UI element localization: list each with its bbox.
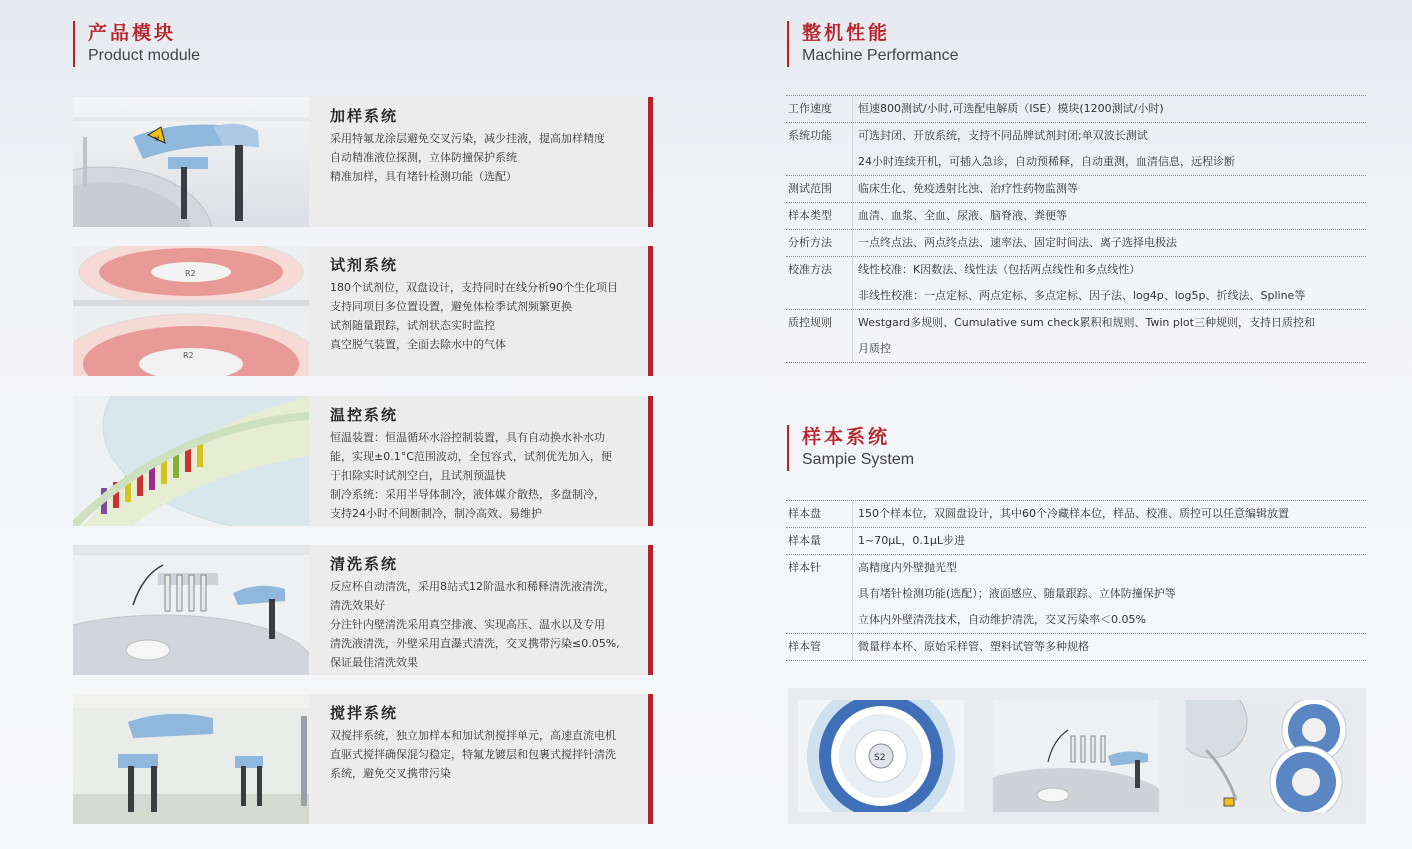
temperature-photo [73, 396, 309, 526]
desc-line: 精准加样，具有堵针检测功能（选配） [330, 170, 517, 183]
reagent-photo [73, 246, 309, 376]
row-value-line: 血清、血浆、全血、尿液、脑脊液、粪便等 [858, 209, 1067, 222]
row-value-line: 非线性校准：一点定标、两点定标、多点定标、因子法、log4p、log5p、折线法、Spline等 [858, 289, 1306, 302]
row-values [852, 501, 1366, 527]
row-value-line: 1~70μL，0.1μL步进 [858, 534, 965, 547]
reagent-tag-bottom: R2 [183, 351, 194, 360]
row-values [852, 176, 1366, 202]
desc-line: 保证最佳清洗效果 [330, 656, 418, 669]
desc-line: 能，实现±0.1°C范围波动，全包容式，试剂优先加入，便 [330, 450, 612, 463]
reagent-tag-top: R2 [185, 269, 196, 278]
accent-bar [648, 545, 653, 675]
sample-system-title-zh: 样本系统 [802, 426, 891, 448]
sample-system-title-en: Sampie System [802, 451, 915, 468]
desc-line: 直驱式搅拌确保混匀稳定，特氟龙镀层和包裹式搅拌针清洗 [330, 748, 616, 761]
row-values [852, 528, 1366, 554]
row-value-line: 临床生化、免疫透射比浊、治疗性药物监测等 [858, 182, 1078, 195]
machine-performance-header [787, 21, 959, 67]
accent-bar [648, 694, 653, 824]
desc-line: 180个试剂位，双盘设计，支持同时在线分析90个生化项目 [330, 281, 618, 294]
accent-bar [648, 246, 653, 376]
row-value-line: 月质控 [858, 342, 891, 355]
module-washing [73, 545, 653, 675]
table-row [786, 633, 1366, 660]
sampling-photo [73, 97, 309, 227]
sample-system-gallery [788, 688, 1366, 824]
module-description [330, 129, 648, 186]
desc-line: 于扣除实时试剂空白，且试剂预温快 [330, 469, 506, 482]
sample-system-table [786, 500, 1366, 661]
row-values [852, 555, 1366, 633]
row-value-line: 150个样本位，双圆盘设计，其中60个冷藏样本位，样品、校准、质控可以任意编辑放置 [858, 507, 1289, 520]
accent-bar [648, 97, 653, 227]
module-title: 试剂系统 [330, 256, 399, 274]
washing-photo [73, 545, 309, 675]
row-value-line: 高精度内外壁抛光型 [858, 561, 957, 574]
table-end-rule [786, 362, 1366, 363]
desc-line: 采用特氟龙涂层避免交叉污染，减少挂液，提高加样精度 [330, 132, 605, 145]
machine-performance-title-zh: 整机性能 [802, 22, 891, 44]
row-value-line: 线性校准：K因数法、线性法（包括两点线性和多点线性） [858, 263, 1141, 276]
desc-line: 试剂随量跟踪，试剂状态实时监控 [330, 319, 495, 332]
row-value-line: Westgard多规则、Cumulative sum check累积和规则、Twin plot三种规则，支持日质控和 [858, 316, 1315, 329]
row-label: 样本类型 [788, 209, 832, 222]
module-reagent [73, 246, 653, 376]
row-values [852, 257, 1366, 309]
dual-tray-photo [1186, 700, 1354, 812]
desc-line: 支持同项目多位置设置，避免体检季试剂频繁更换 [330, 300, 572, 313]
row-label: 质控规则 [788, 316, 832, 329]
row-value-line: 立体内外壁清洗技术，自动维护清洗，交叉污染率＜0.05% [858, 613, 1146, 626]
module-description [330, 278, 648, 354]
row-label: 工作速度 [788, 102, 832, 115]
row-value-line: 恒速800测试/小时,可选配电解质（ISE）模块(1200测试/小时) [858, 102, 1164, 115]
row-value-line: 微量样本杯、原始采样管、塑料试管等多种规格 [858, 640, 1089, 653]
table-row [786, 122, 1366, 175]
row-label: 系统功能 [788, 129, 832, 142]
module-description [330, 726, 648, 783]
row-label: 分析方法 [788, 236, 832, 249]
product-module-header [73, 21, 200, 67]
module-sampling [73, 97, 653, 227]
row-label: 样本盘 [788, 507, 821, 520]
row-value-line: 24小时连续开机，可插入急诊，自动预稀释，自动重测，血清信息，远程诊断 [858, 155, 1235, 168]
row-values [852, 310, 1366, 362]
row-values [852, 203, 1366, 229]
stirring-photo [73, 694, 309, 824]
product-module-title-en: Product module [88, 47, 201, 64]
table-row [786, 309, 1366, 362]
table-row [786, 500, 1366, 527]
machine-performance-table [786, 95, 1366, 363]
row-values [852, 634, 1366, 660]
row-label: 校准方法 [788, 263, 832, 276]
desc-line: 清洗液清洗，外壁采用直瀑式清洗，交叉携带污染≤0.05%, [330, 637, 620, 650]
desc-line: 真空脱气装置，全面去除水中的气体 [330, 338, 506, 351]
module-title: 加样系统 [330, 107, 399, 125]
desc-line: 支持24小时不间断制冷，制冷高效、易维护 [330, 507, 542, 520]
desc-line: 清洗效果好 [330, 599, 385, 612]
module-temperature [73, 396, 653, 526]
sample-tray-photo [798, 700, 964, 812]
product-module-title-zh: 产品模块 [88, 22, 177, 44]
row-label: 测试范围 [788, 182, 832, 195]
module-description [330, 428, 648, 523]
row-value-line: 可选封闭、开放系统，支持不同品牌试剂封闭;单双波长测试 [858, 129, 1148, 142]
sample-system-header [787, 425, 914, 471]
module-title: 清洗系统 [330, 555, 399, 573]
desc-line: 双搅拌系统，独立加样本和加试剂搅拌单元，高速直流电机 [330, 729, 616, 742]
desc-line: 系统，避免交叉携带污染 [330, 767, 451, 780]
table-row [786, 202, 1366, 229]
module-description [330, 577, 648, 672]
row-values [852, 123, 1366, 175]
row-values [852, 96, 1366, 122]
desc-line: 自动精准液位探测，立体防撞保护系统 [330, 151, 517, 164]
module-title: 温控系统 [330, 406, 399, 424]
table-end-rule [786, 660, 1366, 661]
wash-station-photo [993, 700, 1159, 812]
desc-line: 分注针内壁清洗采用真空排液、实现高压、温水以及专用 [330, 618, 605, 631]
table-row [786, 554, 1366, 633]
desc-line: 反应杯自动清洗，采用8站式12阶温水和稀释清洗液清洗， [330, 580, 615, 593]
table-row [786, 527, 1366, 554]
sample-tag: S2 [874, 753, 886, 763]
row-value-line: 具有堵针检测功能(选配）；液面感应、随量跟踪、立体防撞保护等 [858, 587, 1176, 600]
row-label: 样本管 [788, 640, 821, 653]
module-title: 搅拌系统 [330, 704, 399, 722]
table-row [786, 175, 1366, 202]
accent-bar [648, 396, 653, 526]
row-label: 样本针 [788, 561, 821, 574]
hazard-icon: ☣ [153, 134, 161, 143]
desc-line: 恒温装置：恒温循环水浴控制装置，具有自动换水补水功 [330, 431, 605, 444]
machine-performance-title-en: Machine Performance [802, 47, 959, 64]
module-stirring [73, 694, 653, 824]
table-row [786, 95, 1366, 122]
row-label: 样本量 [788, 534, 821, 547]
row-value-line: 一点终点法、两点终点法、速率法、固定时间法、离子选择电极法 [858, 236, 1177, 249]
row-values [852, 230, 1366, 256]
desc-line: 制冷系统：采用半导体制冷，液体媒介散热，多盘制冷， [330, 488, 605, 501]
table-row [786, 229, 1366, 256]
table-row [786, 256, 1366, 309]
